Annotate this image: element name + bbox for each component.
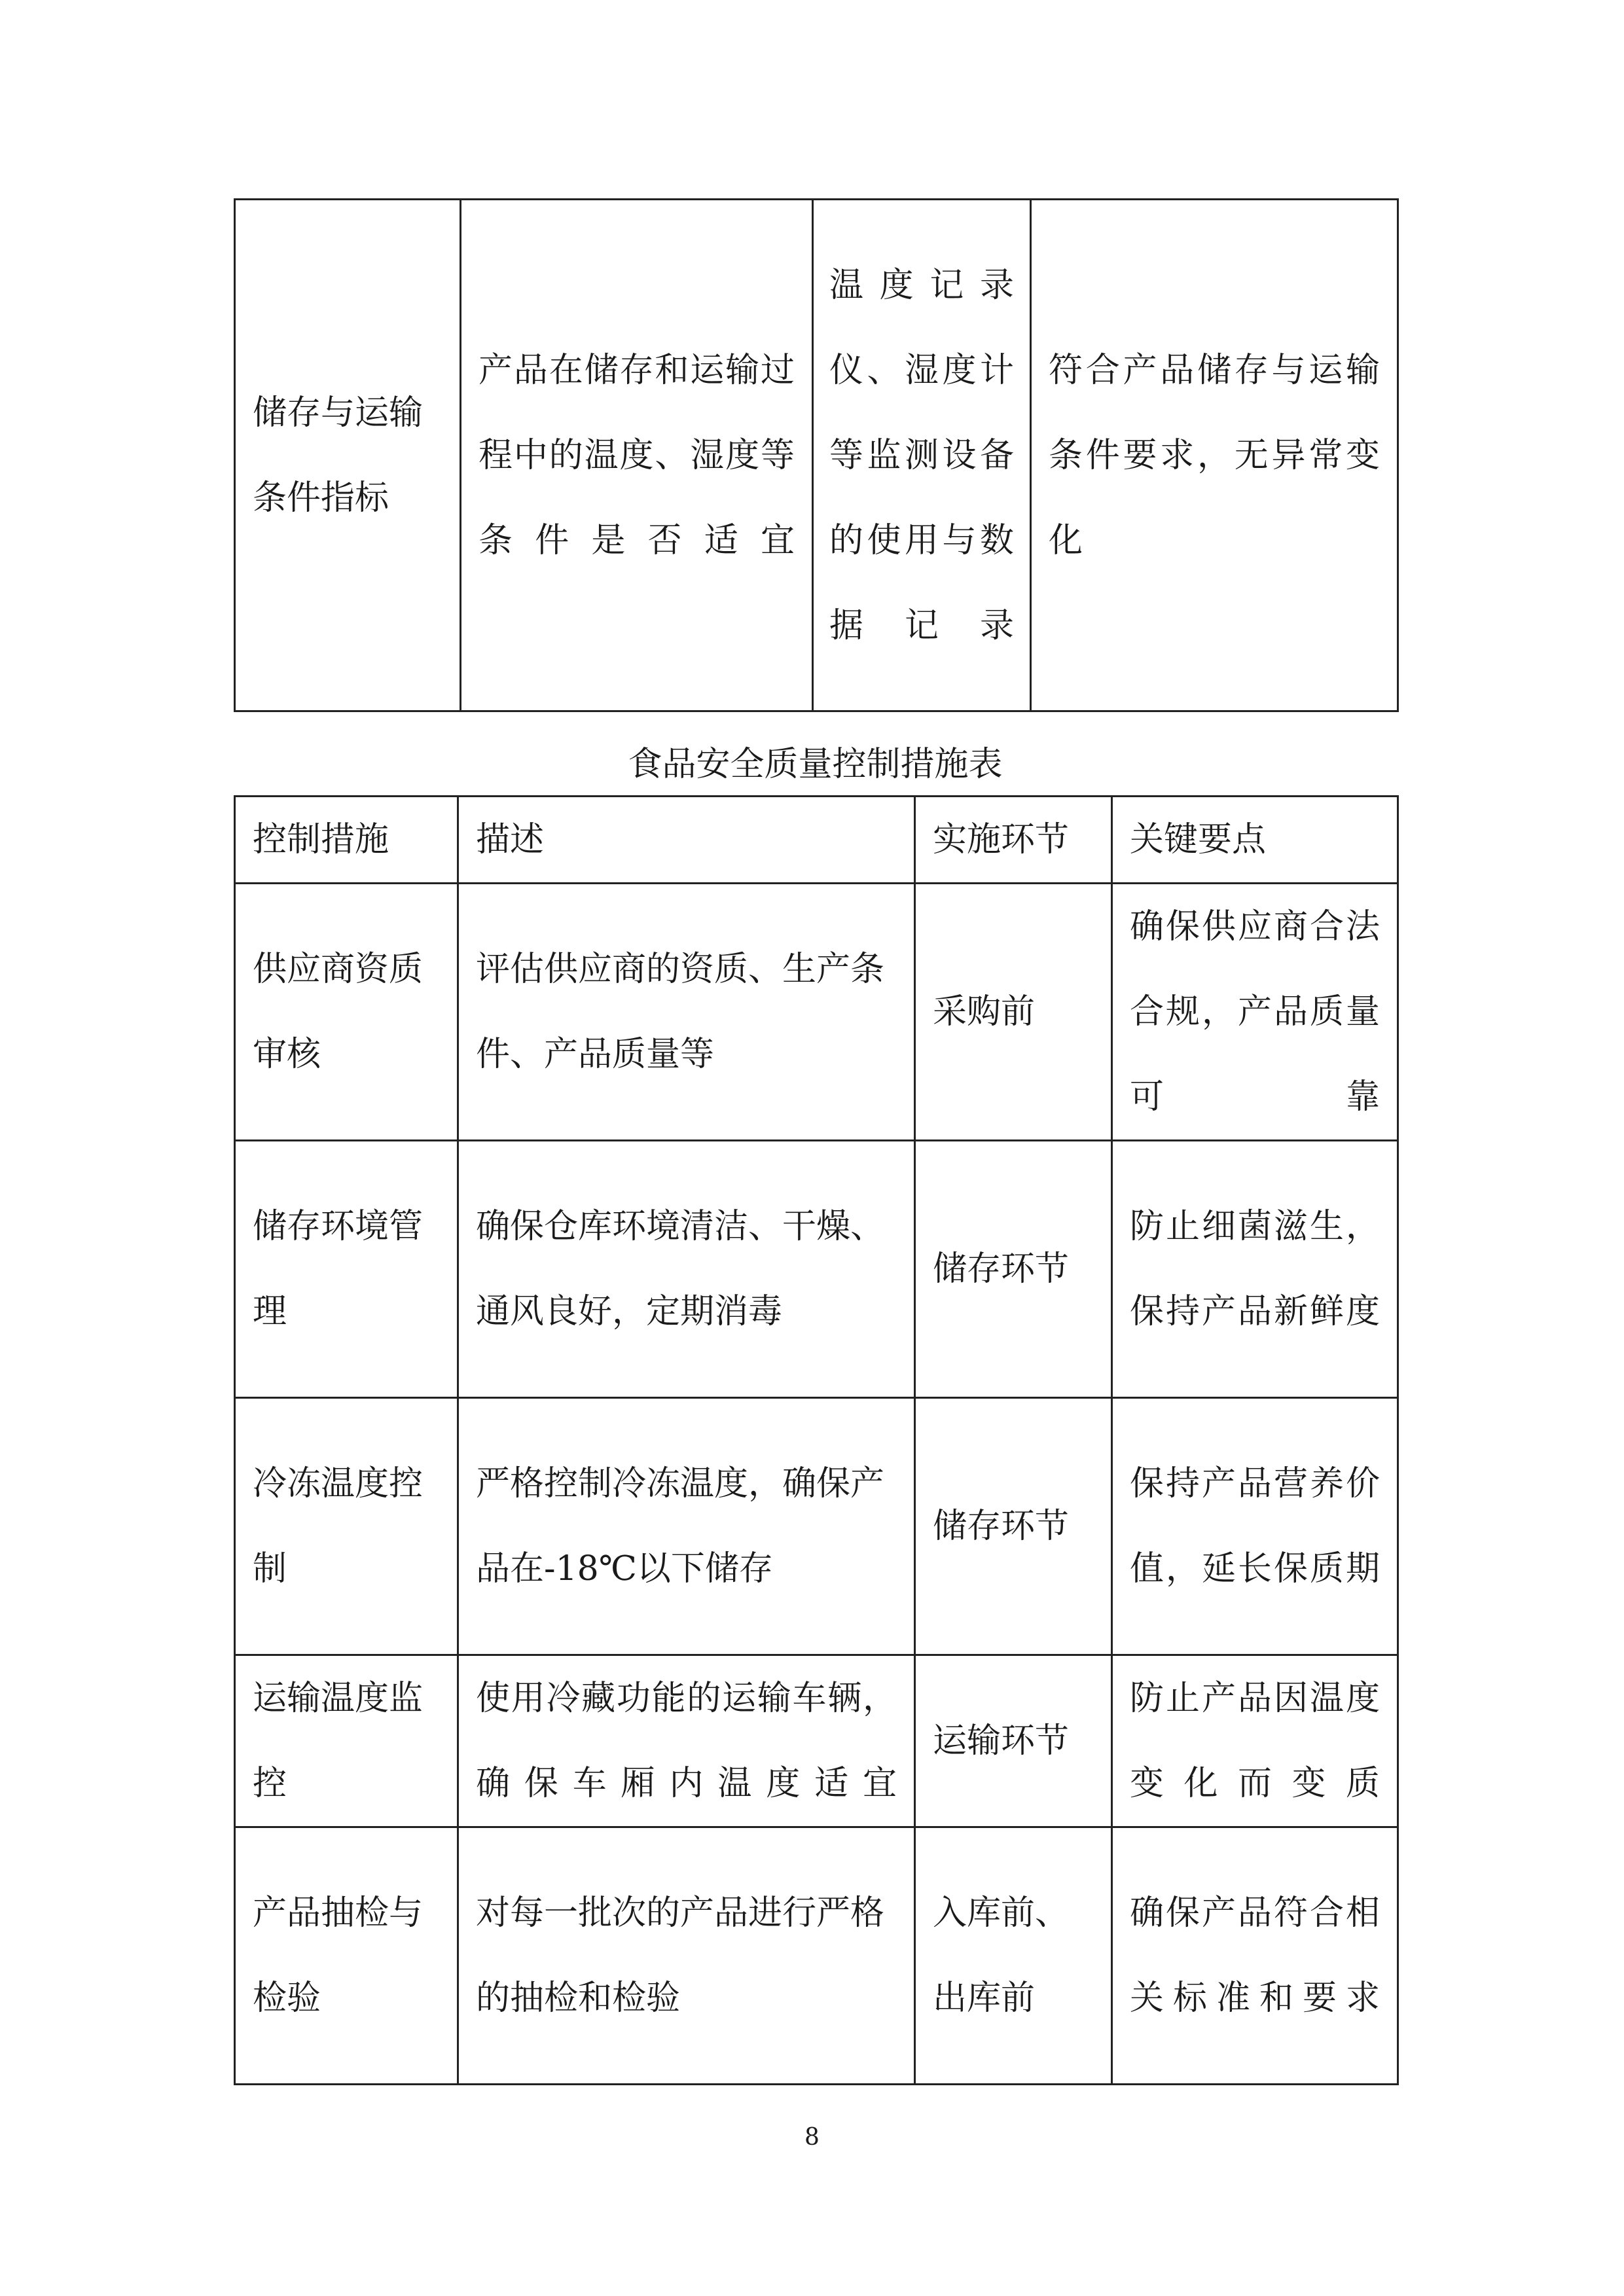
table-row <box>235 200 1398 711</box>
stage-cell: 运输环节 <box>915 1655 1112 1827</box>
control-measures-table <box>234 795 1399 2085</box>
description-cell: 对每一批次的产品进行严格的抽检和检验 <box>458 1827 915 2085</box>
table-row <box>235 1655 1398 1827</box>
description-cell: 产品在储存和运输过程中的温度、湿度等条件是否适宜 <box>461 200 813 711</box>
header-key-points: 关键要点 <box>1112 797 1398 884</box>
table-caption: 食品安全质量控制措施表 <box>628 745 1003 784</box>
table-row <box>235 1398 1398 1655</box>
measure-cell: 储存环境管理 <box>235 1141 458 1398</box>
key-points-cell: 确保产品符合相关标准和要求 <box>1112 1827 1398 2085</box>
header-stage: 实施环节 <box>915 797 1112 884</box>
table-row <box>235 1827 1398 2085</box>
description-cell: 使用冷藏功能的运输车辆，确保车厢内温度适宜 <box>458 1655 915 1827</box>
stage-cell: 储存环节 <box>915 1398 1112 1655</box>
description-cell: 严格控制冷冻温度，确保产品在-18℃以下储存 <box>458 1398 915 1655</box>
indicator-cell: 储存与运输条件指标 <box>235 200 461 711</box>
measure-cell: 产品抽检与检验 <box>235 1827 458 2085</box>
measure-cell: 供应商资质审核 <box>235 884 458 1141</box>
header-measure: 控制措施 <box>235 797 458 884</box>
measure-cell: 运输温度监控 <box>235 1655 458 1827</box>
key-points-cell: 防止产品因温度变化而变质 <box>1112 1655 1398 1827</box>
continued-indicator-table <box>234 198 1399 712</box>
stage-cell: 入库前、出库前 <box>915 1827 1112 2085</box>
description-cell: 确保仓库环境清洁、干燥、通风良好，定期消毒 <box>458 1141 915 1398</box>
key-points-cell: 防止细菌滋生，保持产品新鲜度 <box>1112 1141 1398 1398</box>
measure-cell: 冷冻温度控制 <box>235 1398 458 1655</box>
key-points-cell: 确保供应商合法合规，产品质量可靠 <box>1112 884 1398 1141</box>
table-row <box>235 1141 1398 1398</box>
table-row <box>235 884 1398 1141</box>
stage-cell: 采购前 <box>915 884 1112 1141</box>
method-cell: 温度记录仪、湿度计等监测设备的使用与数据记录 <box>813 200 1031 711</box>
standard-cell: 符合产品储存与运输条件要求，无异常变化 <box>1031 200 1398 711</box>
description-cell: 评估供应商的资质、生产条件、产品质量等 <box>458 884 915 1141</box>
table-header-row <box>235 797 1398 884</box>
stage-cell: 储存环节 <box>915 1141 1112 1398</box>
page-number: 8 <box>804 2124 820 2151</box>
key-points-cell: 保持产品营养价值，延长保质期 <box>1112 1398 1398 1655</box>
header-description: 描述 <box>458 797 915 884</box>
